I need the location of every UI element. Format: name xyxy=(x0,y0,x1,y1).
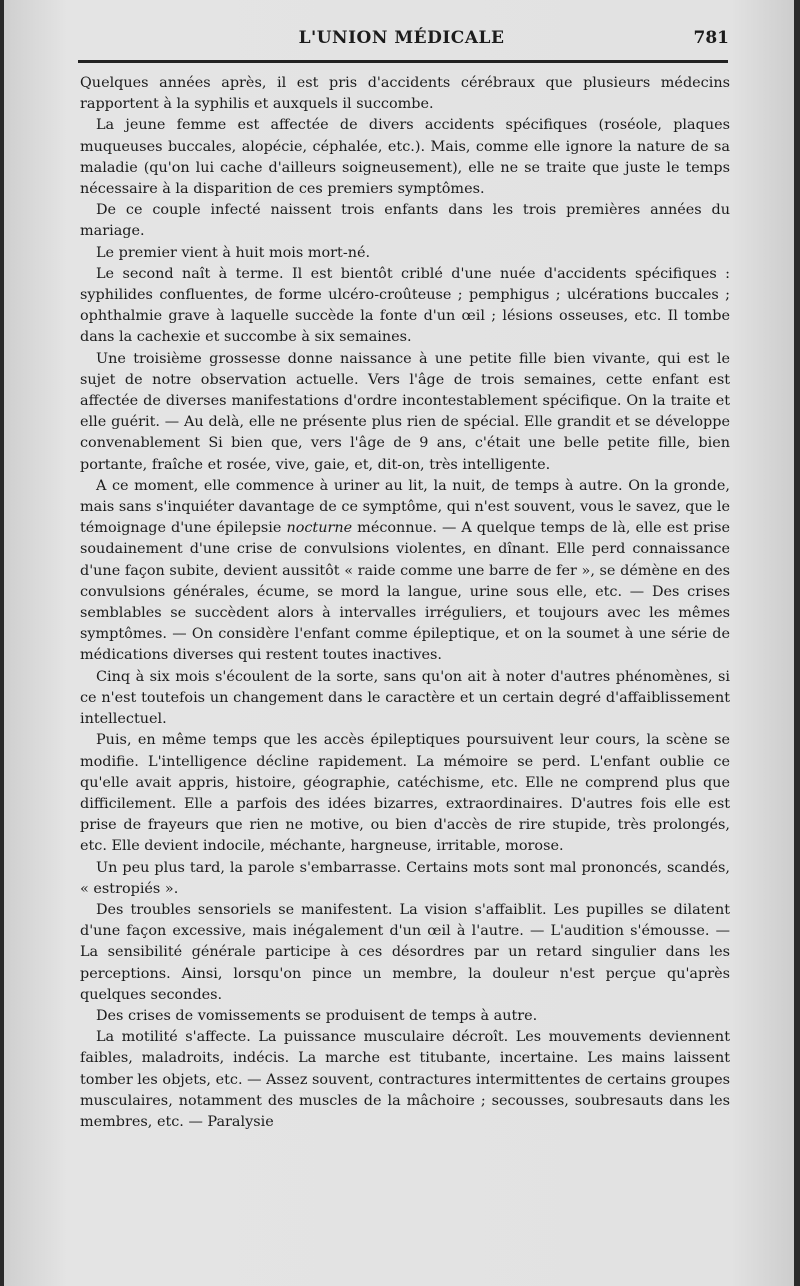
paragraph xyxy=(80,73,730,115)
paragraph xyxy=(80,900,730,1006)
paragraph xyxy=(80,667,730,731)
paragraph-text: La motilité s'affecte. La puissance musculaire décroît. Les mouvements deviennent faibles, maladroits, indécis. La marche est titubante, incertaine. Les mains laissent tomber les objets, etc. — Assez souvent, contractures intermittentes de certains groupes musculaires, notamment des muscles de la mâchoire ; secousses, soubresauts dans les membres, etc. — Paralysie xyxy=(80,1029,730,1130)
paragraph xyxy=(80,1027,730,1133)
paragraph-text: Des troubles sensoriels se manifestent. La vision s'affaiblit. Les pupilles se dilatent d'une façon excessive, mais inégalement d'un œil à l'autre. — L'audition s'émousse. — La sensibilité générale participe à ces désordres par un retard singulier dans les perceptions. Ainsi, lorsqu'on pince un membre, la douleur n'est perçue qu'après quelques secondes. xyxy=(80,901,730,1003)
paragraph xyxy=(80,730,730,857)
italic-text: nocturne xyxy=(286,520,353,537)
paragraph-text: La jeune femme est affectée de divers accidents spécifiques (roséole, plaques muqueuses buccales, alopécie, céphalée, etc.). Mais, comme elle ignore la nature de sa maladie (qu'on lui cache d'ailleurs soigneusement), elle ne se traite que juste le temps nécessaire à la disparition de ces premiers symptômes. xyxy=(80,117,730,198)
page-header xyxy=(74,28,729,52)
page-number: 781 xyxy=(693,28,729,48)
body-text xyxy=(80,73,730,1133)
paragraph-text: Une troisième grossesse donne naissance à une petite fille bien vivante, qui est le sujet de notre observation actuelle. Vers l'âge de trois semaines, cette enfant est affectée de diverses manifestations d'ordre incontestablement spécifique. On la traite et elle guérit. — Au delà, elle ne présente plus rien de spécial. Elle grandit et se développe convenablement Si bien que, vers l'âge de 9 ans, c'était une belle petite fille, bien portante, fraîche et rosée, vive, gaie, et, dit-on, très intelligente. xyxy=(80,350,730,473)
paragraph-text: Le second naît à terme. Il est bientôt criblé d'une nuée d'accidents spécifiques : syphilides confluentes, de forme ulcéro-croûteuse ; pemphigus ; ulcérations buccales ; ophthalmie grave à laquelle succède la fonte d'un œil ; lésions osseuses, etc. Il tombe dans la cachexie et succombe à six semaines. xyxy=(80,265,730,346)
running-title: L'UNION MÉDICALE xyxy=(298,28,505,48)
paragraph-text: Un peu plus tard, la parole s'embarrasse. Certains mots sont mal prononcés, scandés, « estropiés ». xyxy=(80,859,730,897)
paragraph-text: Quelques années après, il est pris d'accidents cérébraux que plusieurs médecins rapportent à la syphilis et auxquels il succombe. xyxy=(80,75,730,113)
paragraph xyxy=(80,858,730,900)
paragraph xyxy=(80,1006,730,1027)
paragraph-text: méconnue. — A quelque temps de là, elle est prise soudainement d'une crise de convulsions violentes, en dînant. Elle perd connaissance d'une façon subite, devient aussitôt « raide comme une barre de fer », se démène en des convulsions générales, écume, se mord la langue, urine sous elle, etc. — Des crises semblables se succèdent alors à intervalles irréguliers, et toujours avec les mêmes symptômes. — On considère l'enfant comme épileptique, et on la soumet à une série de médications diverses qui restent toutes inactives. xyxy=(80,520,731,664)
paragraph-text: Le premier vient à huit mois mort-né. xyxy=(96,244,371,261)
paragraph xyxy=(80,264,730,349)
paragraph xyxy=(80,115,730,200)
paragraph-text: De ce couple infecté naissent trois enfants dans les trois premières années du mariage. xyxy=(80,202,730,240)
paragraph xyxy=(80,243,730,264)
paragraph-text: Cinq à six mois s'écoulent de la sorte, sans qu'on ait à noter d'autres phénomènes, si ce n'est toutefois un changement dans le caractère et un certain degré d'affaiblissement intellectuel. xyxy=(80,668,730,728)
paragraph-text: Puis, en même temps que les accès épileptiques poursuivent leur cours, la scène se modifie. L'intelligence décline rapidement. La mémoire se perd. L'enfant oublie ce qu'elle avait appris, histoire, géographie, catéchisme, etc. Elle ne comprend plus que difficilement. Elle a parfois des idées bizarres, extraordinaires. D'autres fois elle est prise de frayeurs que rien ne motive, ou bien d'accès de rire stupide, très prolongés, etc. Elle devient indocile, méchante, hargneuse, irritable, morose. xyxy=(80,732,730,855)
paragraph xyxy=(80,476,730,667)
paragraph xyxy=(80,200,730,242)
paragraph xyxy=(80,349,730,476)
paragraph-text: A ce moment, elle commence à uriner au lit, la nuit, de temps à autre. On la gronde, mais sans s'inquiéter davantage de ce symptôme, qui n'est souvent, vous le savez, que le témoignage d'une épilepsie xyxy=(80,477,730,537)
paragraph-text: Des crises de vomissements se produisent de temps à autre. xyxy=(96,1007,538,1024)
page xyxy=(4,0,794,1286)
header-rule xyxy=(78,60,728,63)
